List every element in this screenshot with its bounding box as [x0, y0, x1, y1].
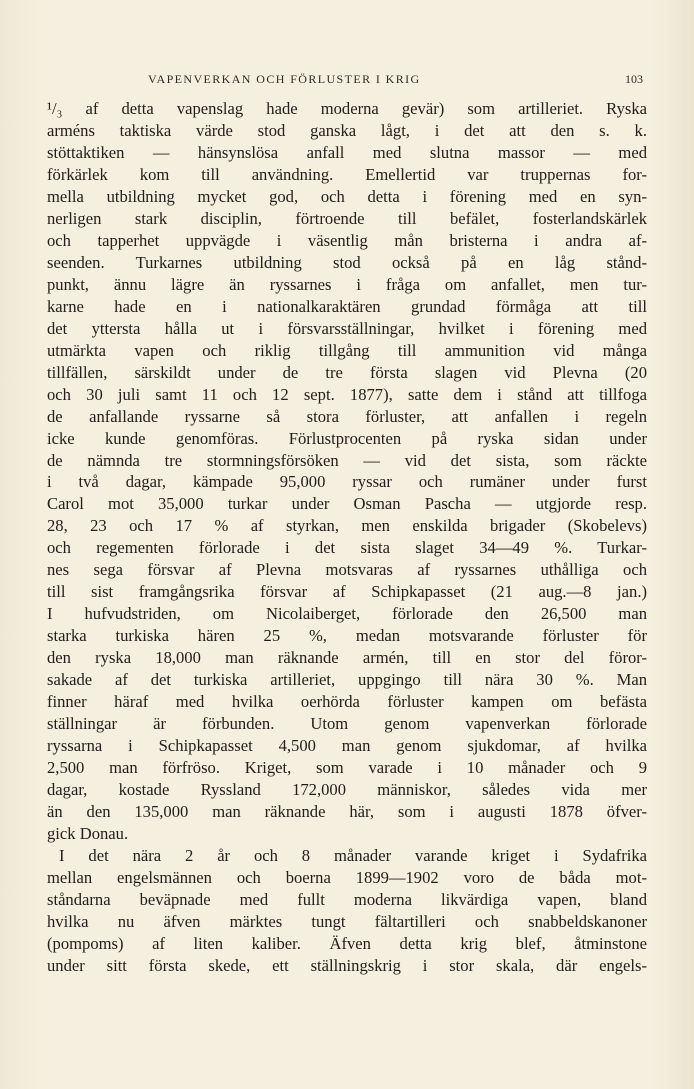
text-line: punkt, ännu lägre än ryssarnes i fråga om anfallet, men tur- [47, 274, 647, 294]
text-line: 28, 23 och 17 % af styrkan, men enskilda brigader (Skobelevs) [47, 516, 647, 536]
text-line: tillfällen, särskildt under de tre första slagen vid Plevna (20 [47, 362, 647, 382]
body-text [47, 98, 647, 977]
text-line: förkärlek kom till användning. Emellertid var truppernas for- [47, 164, 647, 184]
text-line: i två dagar, kämpade 95,000 ryssar och rumäner under furst [47, 472, 647, 492]
text-line: ryssarna i Schipkapasset 4,500 man genom sjukdomar, af hvilka [47, 736, 647, 756]
text-line: karne hade en i nationalkaraktären grundad förmåga att till [47, 296, 647, 316]
text-line: ståndarna beväpnade med fullt moderna likvärdiga vapen, bland [47, 889, 647, 909]
text-line: sakade af det turkiska artilleriet, uppgingo till nära 30 %. Man [47, 670, 647, 690]
text-line: finner häraf med hvilka oerhörda förluster kampen om befästa [47, 692, 647, 712]
text-line: nerligen stark disciplin, förtroende till befälet, fosterlandskärlek [47, 208, 647, 228]
text-line: det yttersta hålla ut i försvarsställningar, hvilket i förening med [47, 318, 647, 338]
text-line: Carol mot 35,000 turkar under Osman Pascha — utgjorde resp. [47, 494, 647, 514]
text-line: gick Donau. [47, 823, 129, 843]
text-line: icke kunde genomföras. Förlustprocenten på ryska sidan under [47, 428, 647, 448]
running-title: VAPENVERKAN OCH FÖRLUSTER I KRIG [148, 72, 421, 86]
text-line: arméns taktiska värde stod ganska lågt, i det att den s. k. [47, 120, 647, 140]
text-line: (pompoms) af liten kaliber. Äfven detta krig blef, åtminstone [47, 933, 647, 953]
text-line: till sist framgångsrika försvar af Schipkapasset (21 aug.—8 jan.) [47, 582, 647, 602]
text-line: de nämnda tre stormningsförsöken — vid det sista, som räckte [47, 450, 647, 470]
text-line: ¹/₃ af detta vapenslag hade moderna gevär) som artilleriet. Ryska [47, 99, 647, 118]
text-line: de anfallande ryssarne så stora förluster, att anfallen i regeln [47, 406, 647, 426]
text-line: under sitt första skede, ett ställningskrig i stor skala, där engels- [47, 955, 647, 975]
text-line: utmärkta vapen och riklig tillgång till ammunition vid många [47, 340, 647, 360]
text-line: den ryska 18,000 man räknande armén, till en stor del föror- [47, 648, 647, 668]
page-number: 103 [625, 72, 643, 86]
text-line: och tapperhet uppvägde i väsentlig mån bristerna i andra af- [47, 230, 647, 250]
text-line: seenden. Turkarnes utbildning stod också på en låg stånd- [47, 252, 647, 272]
text-line: och regementen förlorade i det sista slaget 34—49 %. Turkar- [47, 538, 647, 558]
text-line: mellan engelsmännen och boerna 1899—1902 voro de båda mot- [47, 867, 647, 887]
text-line: och 30 juli samt 11 och 12 sept. 1877), satte dem i stånd att tillfoga [47, 384, 647, 404]
text-line: mella utbildning mycket god, och detta i förening med en syn- [47, 186, 647, 206]
text-line: I det nära 2 år och 8 månader varande kriget i Sydafrika [59, 845, 647, 865]
text-line: starka turkiska hären 25 %, medan motsvarande förluster för [47, 626, 647, 646]
text-line: stöttaktiken — hänsynslösa anfall med slutna massor — med [47, 142, 647, 162]
text-line: dagar, kostade Ryssland 172,000 människor, således vida mer [47, 780, 647, 800]
text-line: I hufvudstriden, om Nicolaiberget, förlorade den 26,500 man [47, 604, 647, 624]
text-line: 2,500 man förfröso. Kriget, som varade i 10 månader och 9 [47, 758, 647, 778]
page-header [48, 72, 645, 92]
text-line: ställningar är förbunden. Utom genom vapenverkan förlorade [47, 714, 647, 734]
text-line: hvilka nu äfven märktes tungt fältartilleri och snabbeldskanoner [47, 911, 647, 931]
text-line: nes sega försvar af Plevna motsvaras af ryssarnes uthålliga och [47, 560, 647, 580]
text-line: än den 135,000 man räknande här, som i augusti 1878 öfver- [47, 802, 647, 821]
